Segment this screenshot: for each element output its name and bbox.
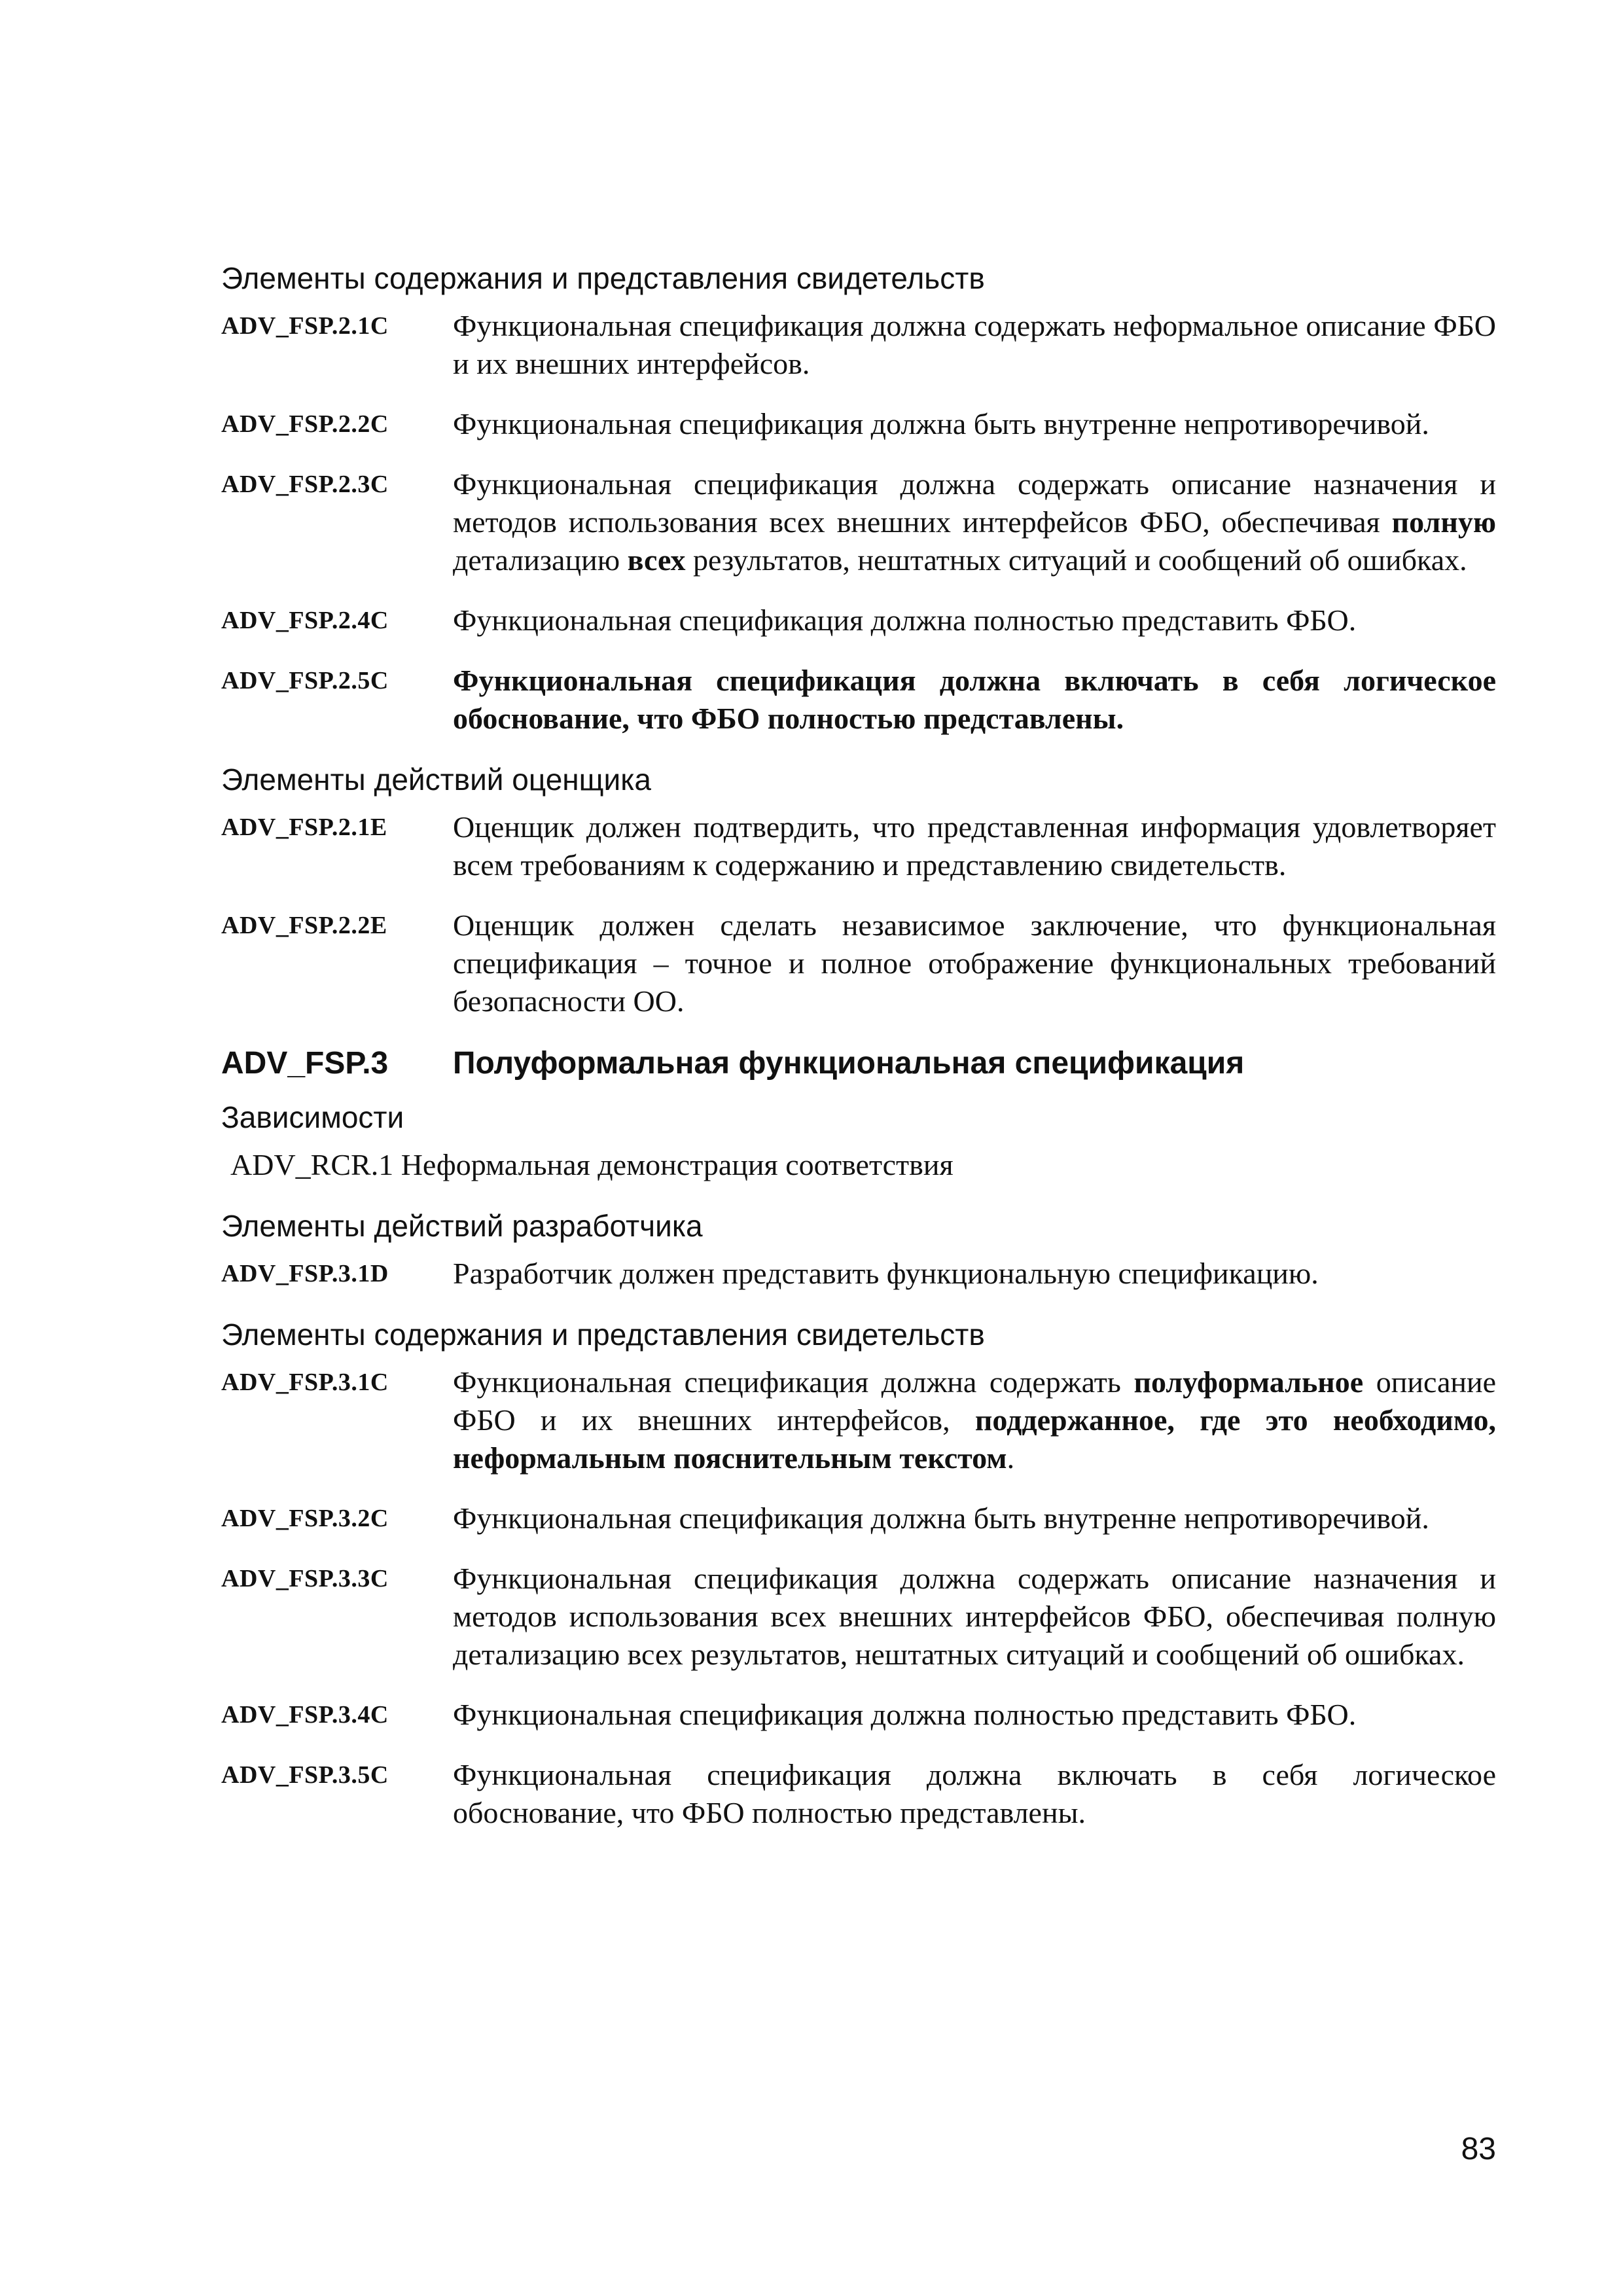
text-run: . (1007, 1441, 1015, 1475)
requirement-id: ADV_FSP.3.1D (221, 1260, 389, 1287)
bold-text-run: всех (627, 543, 686, 577)
requirement-text: Функциональная спецификация должна содержать неформальное описание ФБО и их внешних интерфейсов. (453, 309, 1496, 380)
requirement-item (221, 405, 1496, 443)
document-page (221, 259, 1496, 1854)
requirement-item (221, 662, 1496, 738)
requirement-item (221, 1255, 1496, 1293)
dependencies-text: ADV_RCR.1 Неформальная демонстрация соответствия (230, 1148, 954, 1181)
component-heading (221, 1043, 1496, 1085)
requirement-id: ADV_FSP.2.5C (221, 667, 389, 694)
subheading-content-elements: Элементы содержания и представления свидетельств (221, 261, 985, 295)
bold-text-run: полуформальное (1133, 1365, 1364, 1399)
requirement-item (221, 1696, 1496, 1734)
requirement-item (221, 808, 1496, 884)
requirement-id: ADV_FSP.3.5C (221, 1761, 389, 1789)
requirement-text: Функциональная спецификация должна полностью представить ФБО. (453, 1698, 1357, 1731)
requirement-item (221, 1560, 1496, 1674)
page-number: 83 (1461, 2132, 1496, 2166)
requirement-id: ADV_FSP.2.1C (221, 312, 389, 340)
text-run: Функциональная спецификация должна содержать описание назначения и методов использования всех внешних интерфейсов ФБО, обеспечивая (453, 467, 1496, 539)
text-run: Функциональная спецификация должна содержать (453, 1365, 1134, 1399)
requirement-item (221, 1363, 1496, 1477)
requirement-item (221, 307, 1496, 383)
requirement-text: Функциональная спецификация должна быть внутренне непротиворечивой. (453, 407, 1429, 440)
requirement-id: ADV_FSP.2.3C (221, 471, 389, 498)
subheading-evaluator-actions: Элементы действий оценщика (221, 762, 651, 797)
text-run: результатов, нештатных ситуаций и сообщений об ошибках. (685, 543, 1467, 577)
requirement-text: Оценщик должен сделать независимое заключение, что функциональная спецификация – точное и полное отображение функциональных требований безопасности ОО. (453, 908, 1496, 1018)
requirement-text (453, 1363, 1496, 1477)
bold-text-run: поддержанное, где это необходимо, неформальным пояснительным текстом (453, 1403, 1496, 1475)
requirement-id: ADV_FSP.3.4C (221, 1701, 389, 1729)
subheading-dependencies: Зависимости (221, 1100, 404, 1134)
requirement-text: Функциональная спецификация должна содержать описание назначения и методов использования всех внешних интерфейсов ФБО, обеспечивая полную детализацию всех результатов, нештатных ситуаций и сообщений об ошибках. (453, 1562, 1496, 1671)
requirement-item (221, 601, 1496, 639)
component-title: Полуформальная функциональная спецификация (453, 1046, 1245, 1081)
requirement-id: ADV_FSP.2.1E (221, 814, 387, 841)
requirement-id: ADV_FSP.3.2C (221, 1505, 389, 1532)
requirement-id: ADV_FSP.3.3C (221, 1565, 389, 1592)
subheading-content-elements: Элементы содержания и представления свидетельств (221, 1318, 985, 1352)
requirement-item (221, 1756, 1496, 1832)
requirement-item (221, 1499, 1496, 1537)
requirement-id: ADV_FSP.2.2E (221, 912, 387, 939)
requirement-item (221, 906, 1496, 1020)
requirement-item (221, 465, 1496, 579)
requirement-id: ADV_FSP.2.4C (221, 607, 389, 634)
requirement-id: ADV_FSP.3.1C (221, 1369, 389, 1396)
requirement-id: ADV_FSP.2.2C (221, 410, 389, 438)
requirement-text: Функциональная спецификация должна включать в себя логическое обоснование, что ФБО полностью представлены. (453, 664, 1496, 735)
requirement-text: Функциональная спецификация должна полностью представить ФБО. (453, 603, 1357, 637)
requirement-text (453, 465, 1496, 579)
text-run: детализацию (453, 543, 628, 577)
requirement-text: Разработчик должен представить функциональную спецификацию. (453, 1257, 1319, 1290)
requirement-text: Функциональная спецификация должна включать в себя логическое обоснование, что ФБО полностью представлены. (453, 1758, 1496, 1829)
bold-text-run: полную (1391, 505, 1496, 539)
requirement-text: Оценщик должен подтвердить, что представленная информация удовлетворяет всем требованиям к содержанию и представлению свидетельств. (453, 810, 1496, 882)
component-id: ADV_FSP.3 (221, 1046, 389, 1081)
subheading-developer-actions: Элементы действий разработчика (221, 1209, 703, 1243)
text-run: описание ФБО и их внешних интерфейсов, (453, 1365, 1497, 1437)
requirement-text: Функциональная спецификация должна быть внутренне непротиворечивой. (453, 1501, 1429, 1535)
